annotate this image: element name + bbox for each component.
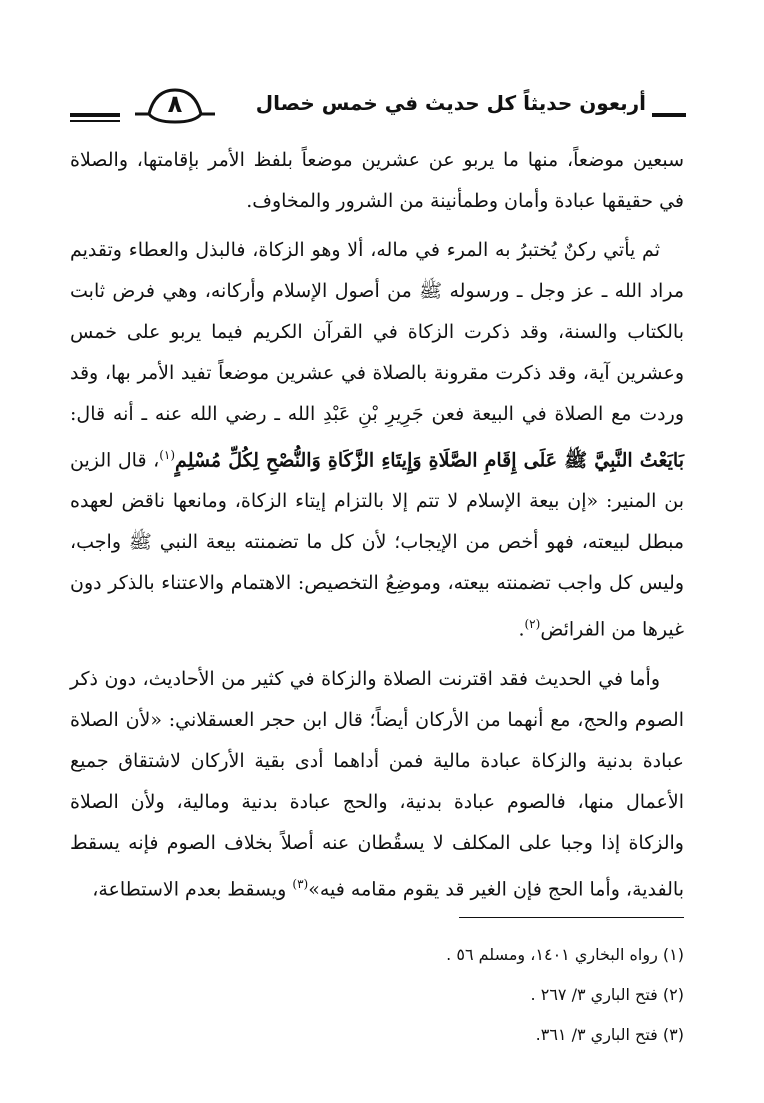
paragraph-3-text-a: وأما في الحديث فقد اقترنت الصلاة والزكاة في كثير من الأحاديث، دون ذكر الصوم والحج، مع أنهما من الأركان أيضاً؛ قال ابن حجر العسقلاني: «لأن الصلاة عبادة بدنية والزكاة عبادة مالية فمن أداهما أدى بقية الأركان لاشتقاق جميع الأعمال منها، فالصوم عبادة بدنية، والحج عبادة بدنية ومالية، ولأن الصلاة والزكاة إذا وجبا على المكلف لا يسقُطان عنه أصلاً بخلاف الصوم فإنه يسقط بالفدية، وأما الحج فإن الغير قد يقوم مقامه فيه» xyxy=(70,667,684,900)
running-title: أربعون حديثاً كل حديث في خمس خصال xyxy=(255,91,646,115)
paragraph-2-end: . xyxy=(518,618,525,641)
header-rule-left-thin xyxy=(70,120,120,122)
page-header xyxy=(70,86,686,126)
footnote-3: (٣) فتح الباري ٣/ ٣٦١. xyxy=(535,1025,684,1044)
paragraph-2-text-b: ، قال الزين بن المنير: «إن بيعة الإسلام لا تتم إلا بالتزام إيتاء الزكاة، ومانعها ناقض لعهده مبطل لبيعته، فهو أخص من الإيجاب؛ لأن كل ما تضمنته بيعة النبي ﷺ واجب، وليس كل واجب تضمنته بيعته، وموضِعُ التخصيص: الاهتمام والاعتناء بالذكر دون غيرها من الفرائض xyxy=(70,449,684,641)
paragraph-3-text-b: ويسقط بعدم الاستطاعة، xyxy=(92,877,293,900)
paragraph-2-text-a: ثم يأتي ركنٌ يُختبرُ به المرء في ماله، ألا وهو الزكاة، فالبذل والعطاء وتقديم مراد الله ـ عز وجل ـ ورسوله ﷺ من أصول الإسلام وأركانه، وهي فرض ثابت بالكتاب والسنة، وقد ذكرت الزكاة في القرآن الكريم فيما يربو على خمس وعشرين آية، وقد ذكرت مقرونة بالصلاة في عشرين موضعاً تفيد الأمر بها، وقد وردت مع الصلاة في البيعة فعن جَرِيرِ بْنِ عَبْدِ الله ـ رضي الله عنه ـ أنه قال: xyxy=(70,239,684,425)
header-rule-left xyxy=(70,113,120,117)
page-number: ٨ xyxy=(167,90,183,118)
paragraph-1-text: سبعين موضعاً، منها ما يربو عن عشرين موضعاً بلفظ الأمر بإقامتها، والصلاة في حقيقها عبادة وأمان وطمأنينة من الشرور والمخاوف. xyxy=(70,149,684,212)
hadith-quote: بَايَعْتُ النَّبِيَّ ﷺ عَلَى إِقَامِ الصَّلَاةِ وَإِيتَاءِ الزَّكَاةِ وَالنُّصْحِ لِكُلِّ مُسْلِمٍ xyxy=(175,449,684,472)
footnote-separator xyxy=(459,917,684,918)
footnote-ref-2: (٢) xyxy=(524,617,541,632)
paragraph-1 xyxy=(70,140,684,222)
footnote-ref-3: (٣) xyxy=(292,876,309,891)
footnote-2: (٢) فتح الباري ٣/ ٢٦٧ . xyxy=(530,985,684,1004)
footnote-1: (١) رواه البخاري ١٤٠١، ومسلم ٥٦ . xyxy=(446,945,684,964)
main-text xyxy=(70,140,684,918)
header-rule-right xyxy=(652,113,686,117)
paragraph-3 xyxy=(70,659,684,910)
footnotes xyxy=(70,935,684,1055)
page-number-badge xyxy=(135,86,215,124)
footnote-ref-1: (١) xyxy=(159,448,176,462)
paragraph-2 xyxy=(70,230,684,651)
